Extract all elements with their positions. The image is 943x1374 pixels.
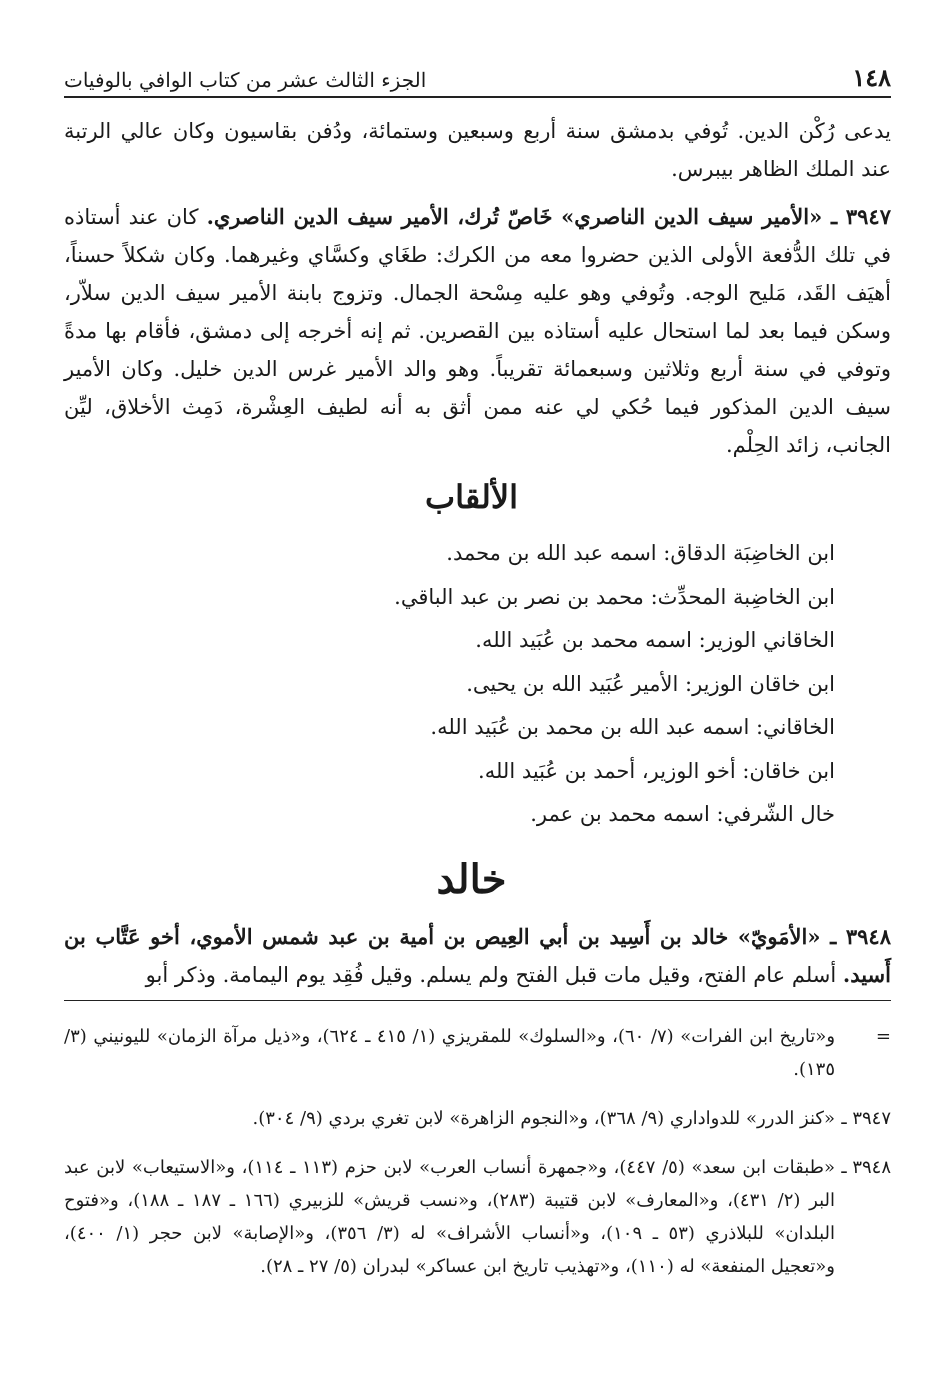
list-item: ابن خاقان الوزير: الأمير عُبَيد الله بن يحيى. — [466, 671, 835, 696]
footnote-divider — [64, 1000, 891, 1001]
list-item: ابن خاقان: أخو الوزير، أحمد بن عُبَيد الله. — [478, 758, 835, 783]
continuation-text: يدعى رُكْن الدين. تُوفي بدمشق سنة أربع وسبعين وستمائة، ودُفن بقاسيون وكان عالي الرتبة عند الملك الظاهر بيبرس. — [64, 119, 891, 181]
alqab-list — [64, 532, 835, 837]
list-item: ابن الخاضِبة المحدِّث: محمد بن نصر بن عبد الباقي. — [394, 584, 835, 609]
footnote — [64, 1102, 891, 1135]
running-header — [64, 52, 891, 98]
list-item: الخاقاني: اسمه عبد الله بن محمد بن عُبَيد الله. — [430, 715, 835, 739]
entry-3947 — [64, 198, 891, 464]
footnote — [64, 1020, 891, 1086]
footnotes — [64, 1020, 891, 1299]
footnote-number: ٣٩٤٨ ـ — [841, 1157, 891, 1178]
list-item: الخاقاني الوزير: اسمه محمد بن عُبَيد الله. — [475, 628, 835, 652]
footnote-text: «طبقات ابن سعد» (٥/ ٤٤٧)، و«جمهرة أنساب العرب» لابن حزم (١١٣ ـ ١١٤)، و«الاستيعاب» لابن عبد البر (٢/ ٤٣١)، و«المعارف» لابن قتيبة (٢٨٣)، و«نسب قريش» للزبيري (١٦٦ ـ ١٨٧ ـ ١٨٨)، و«فتوح البلدان» للبلاذري (٥٣ ـ ١٠٩)، و«أنساب الأشراف» له (٣/ ٣٥٦)، و«الإصابة» لابن حجر (١/ ٤٠٠)، و«تعجيل المنفعة» له (١١٠)، و«تهذيب تاريخ ابن عساكر» لبدران (٥/ ٢٧ ـ ٢٨). — [64, 1157, 836, 1277]
list-item: ابن الخاضِبَة الدقاق: اسمه عبد الله بن محمد. — [446, 541, 835, 565]
entry-3947-title: ٣٩٤٧ ـ «الأمير سيف الدين الناصري» خَاصّ تُرك، الأمير سيف الدين الناصري. — [206, 204, 891, 229]
khalid-heading: خالد — [436, 856, 507, 903]
footnote-text: و«تاريخ ابن الفرات» (٧/ ٦٠)، و«السلوك» للمقريزي (١/ ٤١٥ ـ ٦٢٤)، و«ذيل مرآة الزمان» لليونيني (٣/ ١٣٥). — [64, 1026, 836, 1080]
entry-3948-text: أسلم عام الفتح، وقيل مات قبل الفتح ولم يسلم. وقيل فُقِد يوم اليمامة. وذكر أبو — [145, 963, 837, 987]
entry-3948-title: ٣٩٤٨ ـ «الأمَويّ» خالد بن أَسِيد بن أبي العِيص بن أمية بن عبد شمس الأموي، أخو عَتَّاب بن أَسيد. — [64, 924, 891, 987]
page-number: ١٤٨ — [852, 63, 891, 92]
list-item: خال الشّرفي: اسمه محمد بن عمر. — [530, 802, 835, 826]
running-title: الجزء الثالث عشر من كتاب الوافي بالوفيات — [64, 68, 427, 92]
entry-3948 — [64, 918, 891, 994]
entry-3948-paragraph — [64, 918, 891, 994]
footnote — [64, 1151, 891, 1283]
continuation-paragraph — [64, 112, 891, 188]
footnote-text: «كنز الدرر» للدواداري (٩/ ٣٦٨)، و«النجوم الزاهرة» لابن تغري بردي (٩/ ٣٠٤). — [252, 1108, 835, 1129]
entry-3947-text: كان عند أستاذه في تلك الدُّفعة الأولى الذين حضروا معه من الكرك: طغَاي وكسَّاي وغيرهما. وكان شكلاً حسناً، أهيَف القَد، مَليح الوجه. وتُوفي وهو عليه مِسْحة الجمال. وتزوج بابنة الأمير سيف الدين سلاّر، وسكن فيما بعد لما استحال عليه أستاذه بين القصرين. ثم إنه أخرجه إلى دمشق، فأقام بها مدةً وتوفي في سنة أربع وثلاثين وسبعمائة تقريباً. وهو والد الأمير غرس الدين خليل. وكان الأمير سيف الدين المذكور فيما حُكي لي عنه ممن أثق به أنه لطيف العِشْرة، دَمِث الأخلاق، ليِّن الجانب، زائد الحِلْم. — [64, 205, 891, 457]
footnote-number: = — [875, 1026, 891, 1047]
footnote-number: ٣٩٤٧ ـ — [841, 1108, 891, 1129]
alqab-heading: الألقاب — [425, 478, 518, 516]
entry-3947-paragraph — [64, 198, 891, 464]
